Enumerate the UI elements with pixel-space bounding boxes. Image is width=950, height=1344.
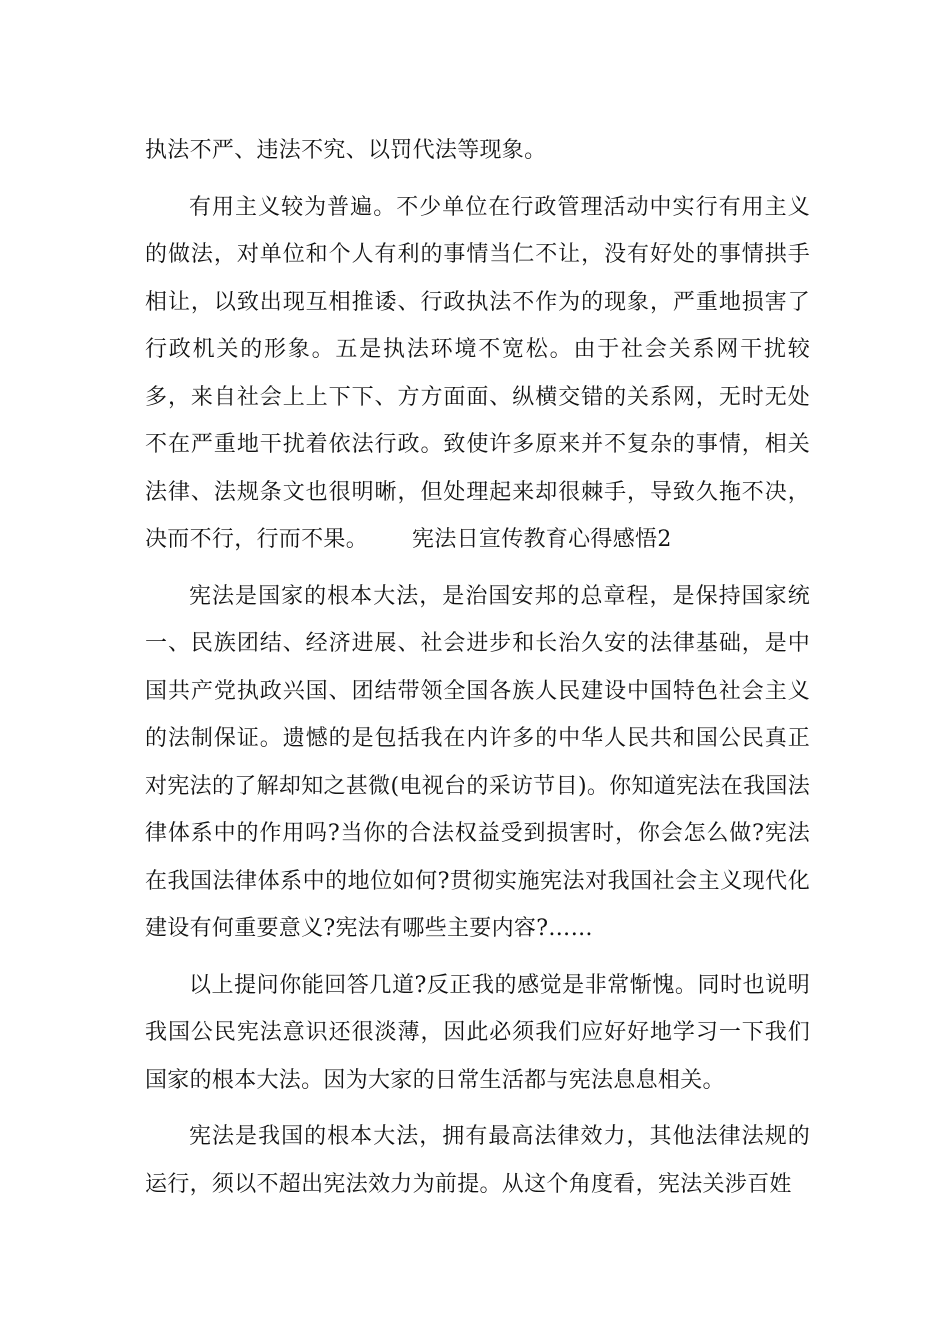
section-title: 宪法日宣传教育心得感悟2 xyxy=(412,527,672,552)
paragraph-2-text: 有用主义较为普遍。不少单位在行政管理活动中实行有用主义的做法，对单位和个人有利的事情当仁不让，没有好处的事情拱手相让，以致出现互相推诿、行政执法不作为的现象，严重地损害了行政机关的形象。五是执法环境不宽松。由于社会关系网干扰较多，来自社会上上下下、方方面面、纵横交错的关系网，无时无处不在严重地干扰着依法行政。致使许多原来并不复杂的事情，相关法律、法规条文也很明晰，但处理起来却很棘手，导致久拖不决，决而不行，行而不果。 xyxy=(145,194,810,552)
paragraph-2 xyxy=(145,184,810,564)
document-page xyxy=(145,127,810,1208)
paragraph-5: 宪法是我国的根本大法，拥有最高法律效力，其他法律法规的运行，须以不超出宪法效力为前提。从这个角度看，宪法关涉百姓 xyxy=(145,1124,810,1197)
paragraph-4: 以上提问你能回答几道?反正我的感觉是非常惭愧。同时也说明我国公民宪法意识还很淡薄，因此必须我们应好好地学习一下我们国家的根本大法。因为大家的日常生活都与宪法息息相关。 xyxy=(145,972,810,1093)
paragraph-3: 宪法是国家的根本大法，是治国安邦的总章程，是保持国家统一、民族团结、经济进展、社会进步和长治久安的法律基础，是中国共产党执政兴国、团结带领全国各族人民建设中国特色社会主义的法制保证。遗憾的是包括我在内许多的中华人民共和国公民真正对宪法的了解却知之甚微(电视台的采访节目)。你知道宪法在我国法律体系中的作用吗?当你的合法权益受到损害时，你会怎么做?宪法在我国法律体系中的地位如何?贯彻实施宪法对我国社会主义现代化建设有何重要意义?宪法有哪些主要内容?…… xyxy=(145,583,810,941)
paragraph-1: 执法不严、违法不究、以罚代法等现象。 xyxy=(145,138,547,163)
